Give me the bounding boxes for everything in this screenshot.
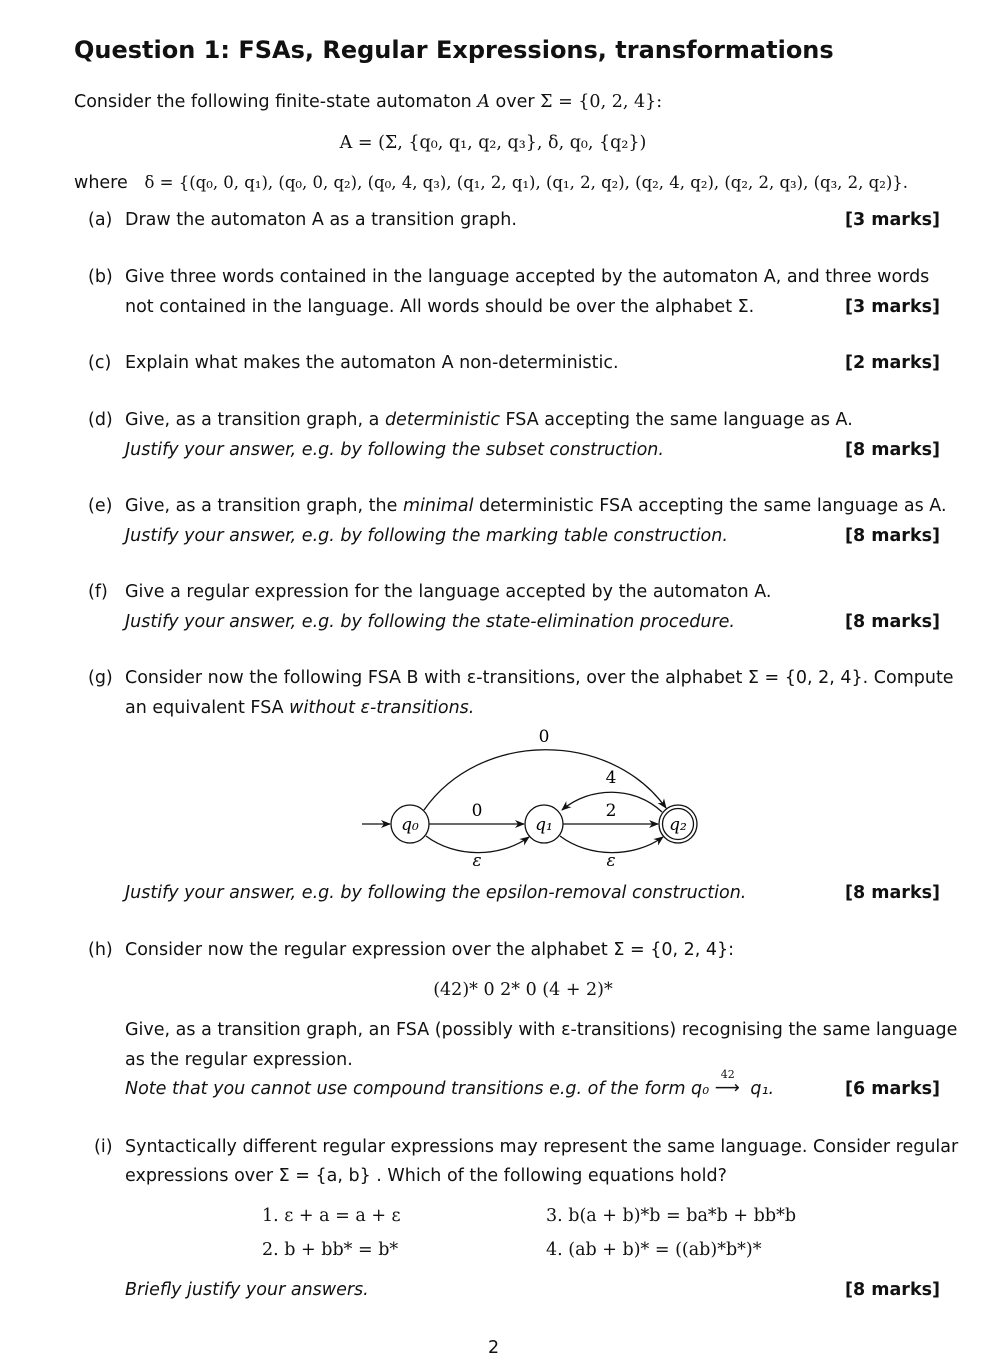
part-h-line1: Consider now the regular expression over the alphabet Σ = {0, 2, 4}: <box>125 940 735 960</box>
equation-3: 3. b(a + b)*b = ba*b + bb*b <box>546 1206 797 1226</box>
state-q1 <box>525 805 563 843</box>
part-e-marks: [8 marks] <box>845 526 940 546</box>
part-d-emphasis: deterministic <box>384 410 500 430</box>
part-h-regex: (42)* 0 2* 0 (4 + 2)* <box>433 980 613 1000</box>
intro-automaton-name: A <box>477 92 490 112</box>
part-e-line1 <box>125 496 947 516</box>
part-d-post: FSA accepting the same language as A. <box>499 410 853 430</box>
part-f-label: (f) <box>88 582 108 602</box>
part-d-pre: Give, as a transition graph, a <box>125 410 385 430</box>
edge-q1-q2-epsilon-label: ε <box>606 851 616 870</box>
part-f-line2: Justify your answer, e.g. by following the state-elimination procedure. <box>125 612 735 632</box>
part-b-label: (b) <box>88 267 113 287</box>
part-i-line1: Syntactically different regular expressions may represent the same language. Consider regular <box>125 1137 959 1157</box>
edge-q0-q2-label: 0 <box>538 727 550 747</box>
part-i-label: (i) <box>94 1137 113 1157</box>
compound-transition-arrow <box>714 1068 745 1098</box>
part-e-pre: Give, as a transition graph, the <box>125 496 403 516</box>
intro-over: over <box>489 92 541 112</box>
intro-text: Consider the following finite-state automaton <box>74 92 478 112</box>
state-q0-label: q₀ <box>401 815 419 835</box>
page-number: 2 <box>488 1338 500 1358</box>
part-h-note-pre: Note that you cannot use compound transitions e.g. of the form q₀ <box>125 1079 710 1099</box>
part-h-label: (h) <box>88 940 113 960</box>
part-i-line2: expressions over Σ = {a, b} . Which of the following equations hold? <box>125 1166 727 1186</box>
part-c-text: Explain what makes the automaton A non-deterministic. <box>125 353 619 373</box>
part-b-marks: [3 marks] <box>845 297 940 317</box>
part-e-post: deterministic FSA accepting the same language as A. <box>473 496 947 516</box>
part-g-pre: an equivalent FSA <box>125 698 290 718</box>
part-i-marks: [8 marks] <box>845 1280 940 1300</box>
part-c-marks: [2 marks] <box>845 353 940 373</box>
part-h-note <box>125 1068 775 1099</box>
equation-4: 4. (ab + b)* = ((ab)*b*)* <box>546 1240 762 1260</box>
part-d-line2: Justify your answer, e.g. by following the subset construction. <box>125 440 664 460</box>
edge-q2-q1-label: 4 <box>605 768 617 788</box>
equation-1: 1. ε + a = a + ε <box>262 1206 401 1226</box>
automaton-b-diagram <box>0 720 986 870</box>
part-d-marks: [8 marks] <box>845 440 940 460</box>
state-q2-accepting <box>659 805 697 843</box>
part-h-line3: as the regular expression. <box>125 1050 353 1070</box>
part-a-label: (a) <box>88 210 113 230</box>
delta-line <box>74 173 908 193</box>
equation-2: 2. b + bb* = b* <box>262 1240 399 1260</box>
part-b-line1: Give three words contained in the language accepted by the automaton A, and three words <box>125 267 930 287</box>
intro-alphabet: Σ = {0, 2, 4}: <box>540 92 663 112</box>
part-h-note-post: q₁. <box>750 1079 775 1099</box>
part-a-marks: [3 marks] <box>845 210 940 230</box>
where-word: where <box>74 173 128 193</box>
part-f-marks: [8 marks] <box>845 612 940 632</box>
part-i-justify: Briefly justify your answers. <box>125 1280 369 1300</box>
part-d-label: (d) <box>88 410 113 430</box>
edge-q0-q1-label: 0 <box>471 801 483 821</box>
edge-q1-q2-label: 2 <box>605 801 617 821</box>
part-h-marks: [6 marks] <box>845 1079 940 1099</box>
part-g-line2 <box>125 698 474 718</box>
part-e-line2: Justify your answer, e.g. by following the marking table construction. <box>125 526 728 546</box>
edge-q0-q1-epsilon-label: ε <box>472 851 482 870</box>
part-e-emphasis: minimal <box>402 496 474 516</box>
part-c-label: (c) <box>88 353 112 373</box>
state-q0 <box>391 805 429 843</box>
part-g-emphasis: without ε-transitions. <box>289 698 475 718</box>
part-f-line1: Give a regular expression for the language accepted by the automaton A. <box>125 582 772 602</box>
part-e-label: (e) <box>88 496 113 516</box>
compound-arrow-label: 42 <box>720 1068 735 1081</box>
automaton-tuple: A = (Σ, {q₀, q₁, q₂, q₃}, δ, q₀, {q₂}) <box>339 133 647 153</box>
part-g-line1: Consider now the following FSA B with ε-transitions, over the alphabet Σ = {0, 2, 4}. Compute <box>125 668 954 688</box>
part-g-label: (g) <box>88 668 113 688</box>
part-a-text: Draw the automaton A as a transition graph. <box>125 210 517 230</box>
part-h-line2: Give, as a transition graph, an FSA (possibly with ε-transitions) recognising the same language <box>125 1020 958 1040</box>
intro-line <box>74 92 662 112</box>
question-title: Question 1: FSAs, Regular Expressions, transformations <box>74 36 834 64</box>
part-d-line1 <box>125 410 853 430</box>
state-q2-label: q₂ <box>669 815 687 835</box>
part-b-line2: not contained in the language. All words should be over the alphabet Σ. <box>125 297 755 317</box>
state-q1-label: q₁ <box>535 815 553 835</box>
part-g-justify: Justify your answer, e.g. by following the epsilon-removal construction. <box>125 883 747 903</box>
arrow-glyph: ⟶ <box>714 1078 740 1098</box>
edge-q0-q2-arc <box>424 750 666 810</box>
delta-definition: δ = {(q₀, 0, q₁), (q₀, 0, q₂), (q₀, 4, q₃), (q₁, 2, q₁), (q₁, 2, q₂), (q₂, 4, q₂), (q₂, 2, q₃), (q₃, 2, q₂)}. <box>144 173 909 192</box>
part-g-marks: [8 marks] <box>845 883 940 903</box>
